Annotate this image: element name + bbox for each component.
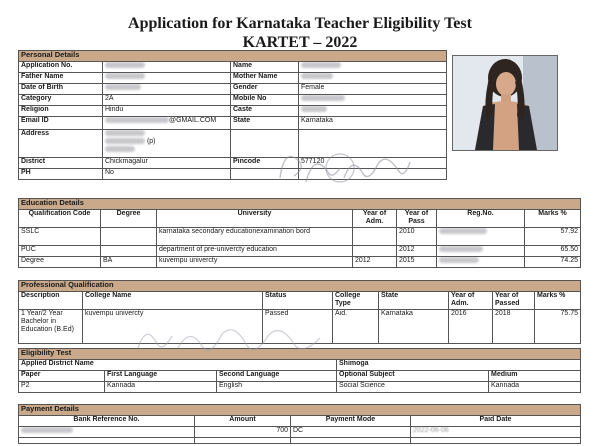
district-label: District (19, 158, 103, 169)
pay-next-row (195, 438, 291, 444)
elig-header-first-language: First Language (105, 371, 217, 382)
mother-name-value (299, 73, 447, 84)
email-value (103, 117, 231, 130)
prof-marks: 75.75 (535, 310, 581, 344)
edu-code: PUC (19, 246, 101, 257)
edu-year-adm: 2012 (353, 257, 397, 268)
eligibility-test-table (18, 348, 581, 393)
education-details-table (18, 198, 581, 268)
table-row (19, 382, 581, 393)
edu-header-reg-no: Reg.No. (437, 210, 525, 228)
education-details-header: Education Details (19, 199, 581, 210)
edu-year-pass: 2012 (397, 246, 437, 257)
edu-year-pass: 2015 (397, 257, 437, 268)
ph-value: No (103, 169, 231, 180)
elig-paper: P2 (19, 382, 105, 393)
prof-header-marks: Marks % (535, 292, 581, 310)
prof-year-adm: 2016 (449, 310, 493, 344)
edu-degree: BA (101, 257, 157, 268)
pay-next-row (411, 438, 581, 444)
pay-amount: 700 (195, 427, 291, 438)
edu-university: department of pre-univercty education (157, 246, 353, 257)
edu-degree (101, 246, 157, 257)
pay-header-mode: Payment Mode (291, 416, 411, 427)
elig-first-language: Kannada (105, 382, 217, 393)
address-spacer-2 (299, 130, 447, 158)
elig-header-paper: Paper (19, 371, 105, 382)
mother-name-label: Mother Name (231, 73, 299, 84)
professional-qualification-table (18, 280, 581, 344)
caste-label: Caste (231, 106, 299, 117)
pincode-value: 577120 (299, 158, 447, 169)
elig-header-medium: Medium (489, 371, 581, 382)
edu-header-university: University (157, 210, 353, 228)
payment-details-table (18, 404, 581, 444)
edu-header-code: Qualification Code (19, 210, 101, 228)
address-value (103, 130, 231, 158)
edu-degree (101, 228, 157, 246)
title-line-2: KARTET – 2022 (242, 34, 358, 51)
religion-label: Religion (19, 106, 103, 117)
prof-header-type: College Type (333, 292, 379, 310)
prof-header-year-adm: Year of Adm. (449, 292, 493, 310)
edu-year-adm (353, 246, 397, 257)
father-name-value (103, 73, 231, 84)
table-row (19, 228, 581, 246)
email-label: Email ID (19, 117, 103, 130)
email-suffix: @GMAIL.COM (169, 117, 217, 124)
pay-header-bank-ref: Bank Reference No. (19, 416, 195, 427)
application-no-value (103, 62, 231, 73)
edu-header-degree: Degree (101, 210, 157, 228)
table-row (19, 246, 581, 257)
pay-next-row (19, 438, 195, 444)
prof-year-passed: 2018 (493, 310, 535, 344)
mobile-label: Mobile No (231, 95, 299, 106)
category-label: Category (19, 95, 103, 106)
caste-value (299, 106, 447, 117)
ph-label: PH (19, 169, 103, 180)
edu-header-marks: Marks % (525, 210, 581, 228)
personal-details-table (18, 50, 447, 180)
elig-medium: Kannada (489, 382, 581, 393)
prof-status: Passed (263, 310, 333, 344)
dob-label: Date of Birth (19, 84, 103, 95)
eligibility-test-header: Eligibility Test (19, 349, 581, 360)
edu-code: Degree (19, 257, 101, 268)
prof-type: Aid. (333, 310, 379, 344)
applicant-photo (452, 55, 558, 151)
prof-description: 1 Year/2 Year Bachelor in Education (B.Ed) (19, 310, 83, 344)
father-name-label: Father Name (19, 73, 103, 84)
edu-marks: 74.25 (525, 257, 581, 268)
payment-details-header: Payment Details (19, 405, 581, 416)
edu-university: kuvempu univercty (157, 257, 353, 268)
address-label: Address (19, 130, 103, 158)
personal-details-header: Personal Details (19, 51, 447, 62)
dob-value (103, 84, 231, 95)
address-spacer (231, 130, 299, 158)
mobile-value (299, 95, 447, 106)
edu-university: karnataka secondary educationexamination bord (157, 228, 353, 246)
name-value (299, 62, 447, 73)
title-line-1: Application for Karnataka Teacher Eligibility Test (128, 15, 472, 32)
state-label: State (231, 117, 299, 130)
prof-header-year-passed: Year of Passed (493, 292, 535, 310)
edu-header-year-adm: Year of Adm. (353, 210, 397, 228)
table-row (19, 257, 581, 268)
prof-college: kuvempu univercty (83, 310, 263, 344)
pay-paid-date: 2022-06-06 (411, 427, 581, 438)
applied-district-value: Shimoga (337, 360, 581, 371)
edu-year-pass: 2010 (397, 228, 437, 246)
table-row (19, 310, 581, 344)
ph-spacer-2 (299, 169, 447, 180)
prof-header-state: State (379, 292, 449, 310)
gender-label: Gender (231, 84, 299, 95)
pay-mode: DC (291, 427, 411, 438)
prof-header-college: College Name (83, 292, 263, 310)
ph-spacer (231, 169, 299, 180)
district-value: Chickmagalur (103, 158, 231, 169)
document-title (0, 14, 600, 52)
prof-header-description: Description (19, 292, 83, 310)
table-row (19, 427, 581, 438)
elig-header-second-language: Second Language (217, 371, 337, 382)
pay-header-paid-date: Paid Date (411, 416, 581, 427)
prof-state: Karnataka (379, 310, 449, 344)
pay-next-row (291, 438, 411, 444)
edu-marks: 65.50 (525, 246, 581, 257)
prof-header-status: Status (263, 292, 333, 310)
pay-header-amount: Amount (195, 416, 291, 427)
edu-code: SSLC (19, 228, 101, 246)
edu-reg-no (437, 228, 525, 246)
applied-district-label: Applied District Name (19, 360, 337, 371)
elig-optional-subject: Social Science (337, 382, 489, 393)
edu-marks: 57.92 (525, 228, 581, 246)
elig-second-language: English (217, 382, 337, 393)
state-value: Karnataka (299, 117, 447, 130)
professional-qualification-header: Professional Qualification (19, 281, 581, 292)
pincode-label: Pincode (231, 158, 299, 169)
religion-value: Hindu (103, 106, 231, 117)
edu-reg-no (437, 246, 525, 257)
category-value: 2A (103, 95, 231, 106)
name-label: Name (231, 62, 299, 73)
elig-header-optional-subject: Optional Subject (337, 371, 489, 382)
pay-bank-ref (19, 427, 195, 438)
application-no-label: Application No. (19, 62, 103, 73)
address-line-2-suffix: (p) (146, 138, 156, 145)
edu-year-adm (353, 228, 397, 246)
gender-value: Female (299, 84, 447, 95)
edu-reg-no (437, 257, 525, 268)
edu-header-year-pass: Year of Pass (397, 210, 437, 228)
